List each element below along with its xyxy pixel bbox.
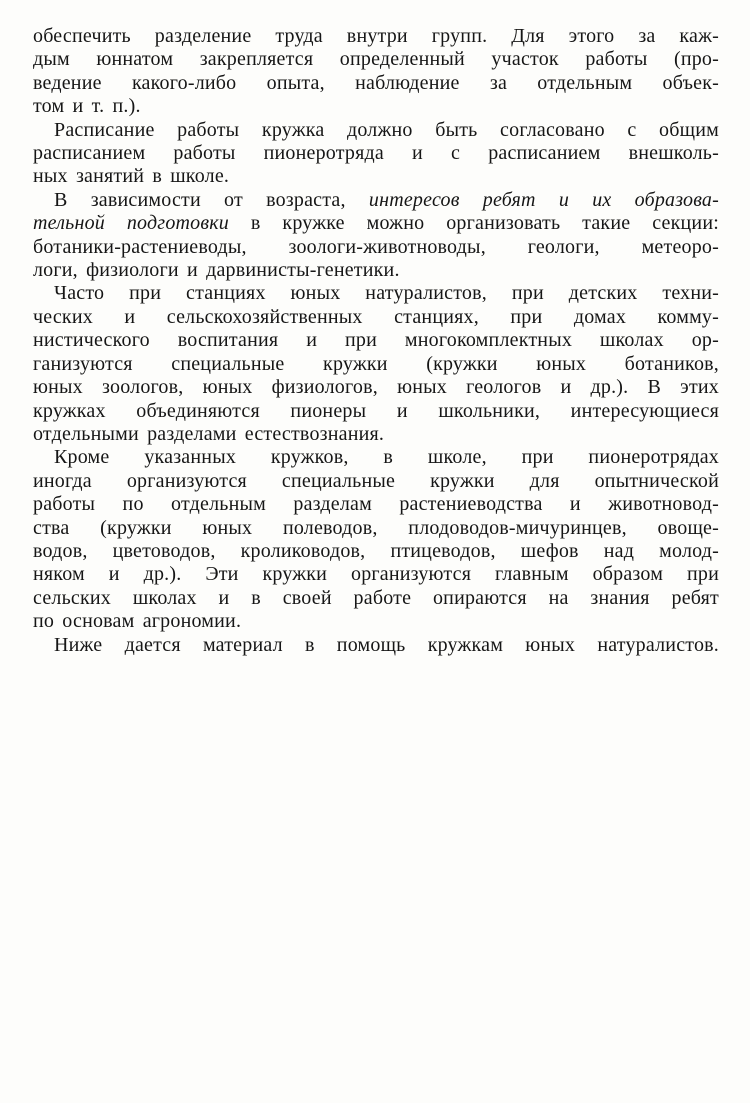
text-segment: по основам агрономии. — [33, 610, 242, 633]
text-line — [33, 587, 719, 610]
text-segment: в кружке можно организовать такие секции: — [229, 212, 719, 235]
italic-text-segment: тельной подготовки — [33, 212, 229, 235]
text-line — [33, 189, 719, 212]
text-line — [33, 142, 719, 165]
text-segment: няком и др.). Эти кружки организуются главным образом при — [33, 563, 719, 586]
paragraph — [33, 25, 719, 119]
text-line — [33, 423, 719, 446]
text-line — [33, 563, 719, 586]
text-segment: том и т. п.). — [33, 95, 141, 118]
text-segment: ства (кружки юных полеводов, плодоводов-мичуринцев, овоще- — [33, 516, 719, 539]
text-segment: Часто при станциях юных натуралистов, при детских техни- — [54, 282, 719, 305]
text-line — [33, 493, 719, 516]
text-segment: сельских школах и в своей работе опираются на знания ребят — [33, 586, 719, 609]
text-line — [33, 236, 719, 259]
text-segment: водов, цветоводов, кролиководов, птицеводов, шефов над молод- — [33, 539, 719, 562]
text-segment: расписанием работы пионеротряда и с расписанием внешколь- — [33, 142, 719, 165]
text-line — [33, 25, 719, 48]
text-segment: Кроме указанных кружков, в школе, при пионеротрядах — [54, 446, 719, 469]
text-segment: В зависимости от возраста, — [54, 188, 369, 211]
paragraph — [33, 634, 719, 657]
text-segment: ботаники-растениеводы, зоологи-животноводы, геологи, метеоро- — [33, 235, 719, 258]
text-line — [33, 540, 719, 563]
text-line — [33, 634, 719, 657]
text-line — [33, 376, 719, 399]
paragraph — [33, 119, 719, 189]
text-line — [33, 282, 719, 305]
text-line — [33, 610, 719, 633]
text-block — [33, 25, 719, 657]
text-line — [33, 329, 719, 352]
text-segment: ческих и сельскохозяйственных станциях, при домах комму- — [33, 305, 719, 328]
italic-text-segment: интересов ребят и их образова- — [368, 188, 719, 211]
text-segment: Ниже дается материал в помощь кружкам юных натуралистов. — [54, 633, 719, 656]
text-segment: ных занятий в школе. — [33, 165, 230, 188]
text-segment: юных зоологов, юных физиологов, юных геологов и др.). В этих — [33, 376, 719, 399]
text-line — [33, 353, 719, 376]
text-segment: иногда организуются специальные кружки для опытнической — [33, 469, 719, 492]
paragraph — [33, 189, 719, 283]
paragraph — [33, 282, 719, 446]
text-line — [33, 517, 719, 540]
text-segment: кружках объединяются пионеры и школьники, интересующиеся — [33, 399, 719, 422]
paragraph — [33, 446, 719, 633]
text-segment: Расписание работы кружка должно быть согласовано с общим — [54, 118, 719, 141]
text-line — [33, 400, 719, 423]
text-segment: ведение какого-либо опыта, наблюдение за отдельным объек- — [33, 71, 719, 94]
text-line — [33, 48, 719, 71]
text-segment: нистического воспитания и при многокомплектных школах ор- — [33, 329, 719, 352]
text-line — [33, 470, 719, 493]
text-line — [33, 95, 719, 118]
text-line — [33, 165, 719, 188]
text-line — [33, 306, 719, 329]
text-line — [33, 212, 719, 235]
text-line — [33, 259, 719, 282]
text-line — [33, 72, 719, 95]
text-segment: отдельными разделами естествознания. — [33, 422, 385, 445]
text-line — [33, 119, 719, 142]
text-segment: обеспечить разделение труда внутри групп. Для этого за каж- — [33, 25, 719, 47]
text-line — [33, 446, 719, 469]
text-segment: работы по отдельным разделам растениеводства и животновод- — [33, 493, 719, 516]
text-segment: логи, физиологи и дарвинисты-генетики. — [33, 259, 400, 282]
text-segment: ганизуются специальные кружки (кружки юных ботаников, — [33, 352, 719, 375]
text-segment: дым юннатом закрепляется определенный участок работы (про- — [33, 48, 719, 71]
